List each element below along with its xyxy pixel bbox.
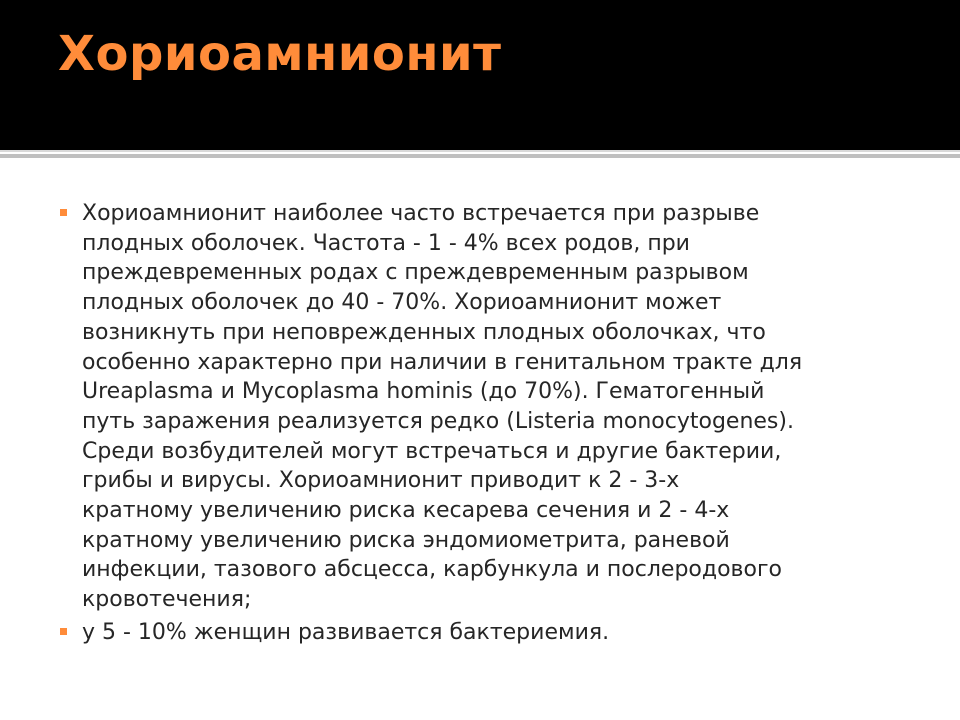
- bullet-text-line: плодных оболочек. Частота - 1 - 4% всех родов, при: [82, 230, 690, 256]
- title-band: [0, 0, 960, 150]
- bullet-text-line: грибы и вирусы. Хориоамнионит приводит к 2 - 3-х: [82, 468, 680, 494]
- title-divider: [0, 150, 960, 158]
- bullet-text-line: кратному увеличению риска эндомиометрита, раневой: [82, 527, 730, 553]
- bullet-text-line: возникнуть при неповрежденных плодных оболочках, что: [82, 319, 766, 345]
- square-bullet-icon: [60, 628, 67, 635]
- bullet-list: [60, 199, 920, 648]
- bullet-text-line: кратному увеличению риска кесарева сечения и 2 - 4-х: [82, 498, 730, 524]
- bullet-item: [60, 199, 920, 615]
- bullet-text-line: особенно характерно при наличии в генитальном тракте для: [82, 349, 803, 375]
- bullet-text-line: Хориоамнионит наиболее часто встречается при разрыве: [82, 201, 760, 226]
- bullet-item: [60, 618, 920, 648]
- square-bullet-icon: [60, 209, 67, 216]
- bullet-text-line: Среди возбудителей могут встречаться и другие бактерии,: [82, 438, 782, 464]
- bullet-text-line: кровотечения;: [82, 587, 252, 613]
- bullet-text-line: плодных оболочек до 40 - 70%. Хориоамнионит может: [82, 290, 722, 316]
- bullet-text-line: Ureaplasma и Mycoplasma hominis (до 70%). Гематогенный: [82, 379, 765, 405]
- slide-title: Хориоамнионит: [58, 26, 502, 82]
- bullet-text-line: путь заражения реализуется редко (Listeria monocytogenes).: [82, 408, 794, 434]
- bullet-text-line: у 5 - 10% женщин развивается бактериемия.: [82, 619, 610, 645]
- bullet-text-line: преждевременных родах с преждевременным разрывом: [82, 260, 749, 286]
- bullet-text-line: инфекции, тазового абсцесса, карбункула и послеродового: [82, 557, 782, 583]
